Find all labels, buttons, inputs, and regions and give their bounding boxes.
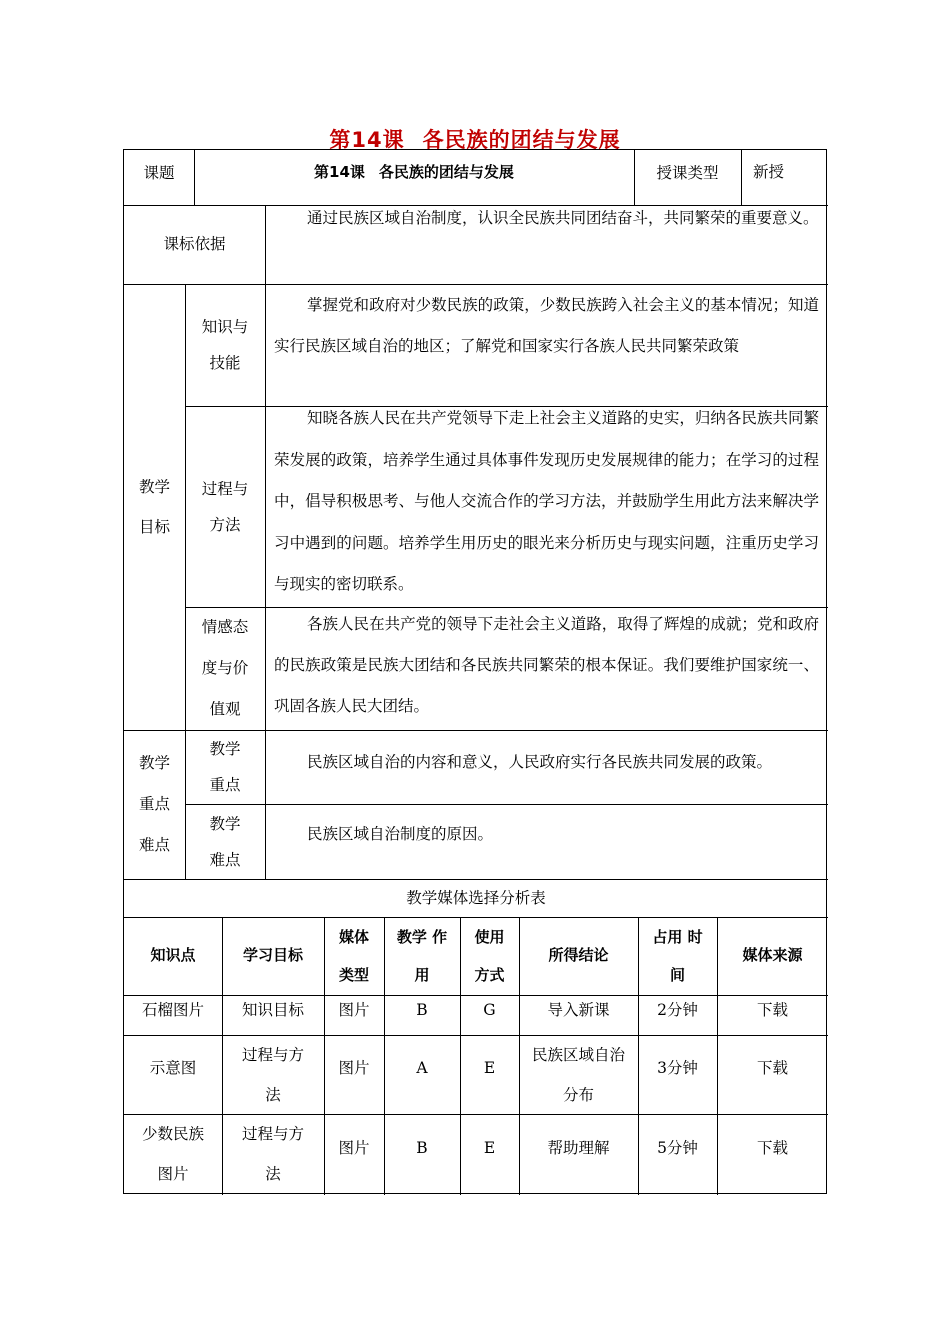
topic-lesson: 第14课	[314, 163, 365, 182]
lesson-plan-table	[123, 149, 827, 1194]
cell-usage-mode: E	[483, 1058, 496, 1077]
cell-knowledge-point: 少数民族 图片	[141, 1124, 204, 1183]
difficulty-label: 教学 难点	[209, 814, 241, 869]
cell-duration: 2分钟	[657, 1000, 698, 1019]
cell-learning-goal: 过程与方 法	[241, 1124, 304, 1183]
cell-knowledge-point: 示意图	[149, 1058, 197, 1077]
cell-duration: 5分钟	[657, 1138, 698, 1157]
process-methods-label: 过程与 方法	[201, 479, 249, 534]
cell-usage-mode: G	[483, 1000, 496, 1019]
cell-conclusion: 民族区域自治 分布	[531, 1045, 625, 1104]
topic-value	[194, 150, 634, 196]
col-header-knowledge-point: 知识点	[150, 946, 196, 965]
cell-teaching-role: B	[416, 1000, 428, 1019]
emotion-values-label: 情感态 度与价 值观	[201, 618, 249, 718]
basis-label: 课标依据	[163, 235, 226, 254]
cell-conclusion: 帮助理解	[547, 1138, 610, 1157]
process-methods-text: 知晓各族人民在共产党领导下走上社会主义道路的史实，归纳各民族共同繁荣发展的政策，培养学生通过具体事件发现历史发展规律的能力；在学习的过程中，倡导积极思考、与他人交流合作的学习方法，并鼓励学生用此方法来解决学习中遇到的问题。培养学生用历史的眼光来分析历史与现实问题，注重历史学习与现实的密切联系。	[274, 409, 819, 593]
cell-media-source: 下载	[756, 1000, 788, 1019]
col-header-duration: 占用 时 间	[652, 928, 703, 984]
objectives-label: 教学 目标	[138, 478, 170, 536]
emotion-values-text: 各族人民在共产党的领导下走社会主义道路，取得了辉煌的成就；党和政府的民族政策是民族大团结和各民族共同繁荣的根本保证。我们要维护国家统一、巩固各族人民大团结。	[274, 615, 819, 715]
cell-media-source: 下载	[756, 1058, 788, 1077]
title-name: 各民族的团结与发展	[422, 128, 621, 152]
col-header-learning-goal: 学习目标	[242, 946, 303, 965]
topic-label: 课题	[143, 163, 175, 182]
cell-teaching-role: A	[416, 1058, 428, 1077]
cell-knowledge-point: 石榴图片	[141, 1000, 204, 1019]
cell-media-source: 下载	[756, 1138, 788, 1157]
knowledge-skills-text: 掌握党和政府对少数民族的政策，少数民族跨入社会主义的基本情况；知道实行民族区域自治的地区；了解党和国家实行各族人民共同繁荣政策	[274, 296, 819, 355]
col-header-conclusion: 所得结论	[548, 946, 609, 965]
cell-learning-goal: 知识目标	[241, 1000, 304, 1019]
cell-teaching-role: B	[416, 1138, 428, 1157]
focus-text: 民族区域自治的内容和意义，人民政府实行各民族共同发展的政策。	[307, 753, 773, 771]
knowledge-skills-label: 知识与 技能	[201, 318, 249, 372]
col-header-media-type: 媒体 类型	[338, 928, 369, 984]
lesson-type-label: 授课类型	[656, 163, 719, 182]
media-table-caption: 教学媒体选择分析表	[406, 888, 546, 907]
difficulty-text: 民族区域自治制度的原因。	[307, 825, 494, 843]
topic-name: 各民族的团结与发展	[378, 163, 514, 182]
col-header-media-source: 媒体来源	[742, 946, 803, 965]
col-header-usage-mode: 使用 方式	[474, 928, 505, 984]
col-header-teaching-role: 教学 作 用	[396, 928, 448, 984]
title-lesson: 第14课	[329, 128, 405, 152]
cell-media-type: 图片	[338, 1138, 370, 1157]
cell-learning-goal: 过程与方 法	[241, 1045, 304, 1104]
cell-duration: 3分钟	[657, 1058, 698, 1077]
cell-media-type: 图片	[338, 1000, 370, 1019]
keypoints-label: 教学 重点 难点	[138, 754, 170, 854]
lesson-type-value: 新授	[752, 162, 784, 181]
cell-usage-mode: E	[483, 1138, 496, 1157]
focus-label: 教学 重点	[209, 740, 241, 794]
cell-conclusion: 导入新课	[547, 1000, 610, 1019]
cell-media-type: 图片	[338, 1058, 370, 1077]
basis-text: 通过民族区域自治制度，认识全民族共同团结奋斗，共同繁荣的重要意义。	[307, 209, 819, 227]
